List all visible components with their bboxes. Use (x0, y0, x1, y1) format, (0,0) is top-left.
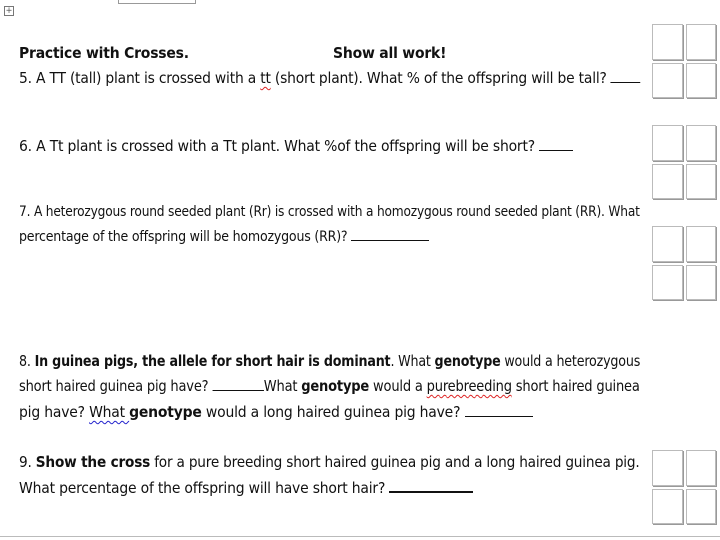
punnett-cell[interactable] (652, 489, 683, 525)
q8-dot: . (390, 352, 395, 370)
punnett-cell[interactable] (652, 226, 683, 262)
question-5 (19, 69, 641, 87)
q8-number: 8. (19, 352, 35, 370)
punnett-square-q6[interactable] (652, 125, 716, 199)
q8-text-1: What (394, 352, 435, 370)
question-7-line-1 (19, 204, 640, 220)
q8-answer-blank-1[interactable] (212, 378, 263, 391)
question-8-line-1 (19, 352, 640, 370)
q5-answer-blank[interactable] (611, 70, 641, 83)
punnett-cell[interactable] (686, 63, 717, 99)
q8-purebreeding-word: purebreeding (426, 377, 512, 395)
q6-text: 6. A Tt plant is crossed with a Tt plant. What %of the offspring will be short? (19, 137, 540, 155)
show-work-instruction (333, 44, 446, 62)
title-text: Practice with Crosses. (19, 44, 189, 62)
q8-genotype-bold-3: genotype (129, 403, 202, 421)
table-move-handle[interactable]: + (5, 6, 13, 16)
punnett-cell[interactable] (652, 24, 683, 60)
punnett-cell[interactable] (686, 164, 717, 200)
q8-text-7: pig have? (19, 403, 90, 421)
punnett-square-q5[interactable] (652, 24, 716, 98)
q9-number: 9. (19, 453, 36, 471)
punnett-cell[interactable] (686, 125, 717, 161)
q8-answer-blank-2[interactable] (465, 404, 533, 417)
q8-bold-statement: In guinea pigs, the allele for short hair is dominant (34, 352, 391, 370)
q8-genotype-bold-1: genotype (434, 352, 501, 370)
punnett-cell[interactable] (686, 24, 717, 60)
q9-text-1: for a pure breeding short haired guinea pig and a long haired guinea pig. (150, 453, 640, 471)
punnett-cell[interactable] (686, 489, 717, 525)
question-8-line-3 (19, 403, 533, 421)
punnett-cell[interactable] (652, 63, 683, 99)
question-9-line-2 (19, 479, 473, 497)
q9-answer-blank[interactable] (389, 479, 473, 493)
punnett-cell[interactable] (686, 226, 717, 262)
q7-text-1: 7. A heterozygous round seeded plant (Rr) is crossed with a homozygous round seeded plant (RR). What (19, 204, 640, 220)
q6-answer-blank[interactable] (539, 138, 573, 151)
q9-text-2: What percentage of the offspring will have short hair? (19, 479, 390, 497)
header-box-edge (118, 0, 196, 4)
punnett-cell[interactable] (686, 450, 717, 486)
q5-genotype-tt: tt (260, 69, 271, 87)
punnett-square-q7[interactable] (652, 226, 716, 300)
q8-text-4: What (263, 377, 302, 395)
punnett-cell[interactable] (652, 125, 683, 161)
q8-text-3: short haired guinea pig have? (19, 377, 213, 395)
q7-text-2: percentage of the offspring will be homozygous (RR)? (19, 229, 352, 245)
question-6 (19, 137, 573, 155)
q8-text-5: would a (369, 377, 427, 395)
punnett-cell[interactable] (652, 265, 683, 301)
question-8-line-2 (19, 377, 640, 395)
question-9-line-1 (19, 453, 640, 471)
q7-answer-blank[interactable] (351, 228, 429, 241)
q8-what-flagged: What (89, 403, 130, 421)
q5-text-a: 5. A TT (tall) plant is crossed with a (19, 69, 261, 87)
punnett-square-q9[interactable] (652, 450, 716, 524)
q9-bold-statement: Show the cross (35, 453, 151, 471)
worksheet-title (19, 44, 189, 62)
punnett-cell[interactable] (686, 265, 717, 301)
q8-genotype-bold-2: genotype (301, 377, 370, 395)
page-bottom-edge (0, 536, 720, 537)
punnett-cell[interactable] (652, 164, 683, 200)
question-7-line-2 (19, 228, 429, 245)
q8-text-8: would a long haired guinea pig have? (201, 403, 465, 421)
instruction-text: Show all work! (333, 44, 447, 62)
punnett-cell[interactable] (652, 450, 683, 486)
q5-text-b: (short plant). What % of the offspring will be tall? (270, 69, 611, 87)
q8-text-6: short haired guinea (511, 377, 640, 395)
q8-text-2: would a heterozygous (500, 352, 641, 370)
